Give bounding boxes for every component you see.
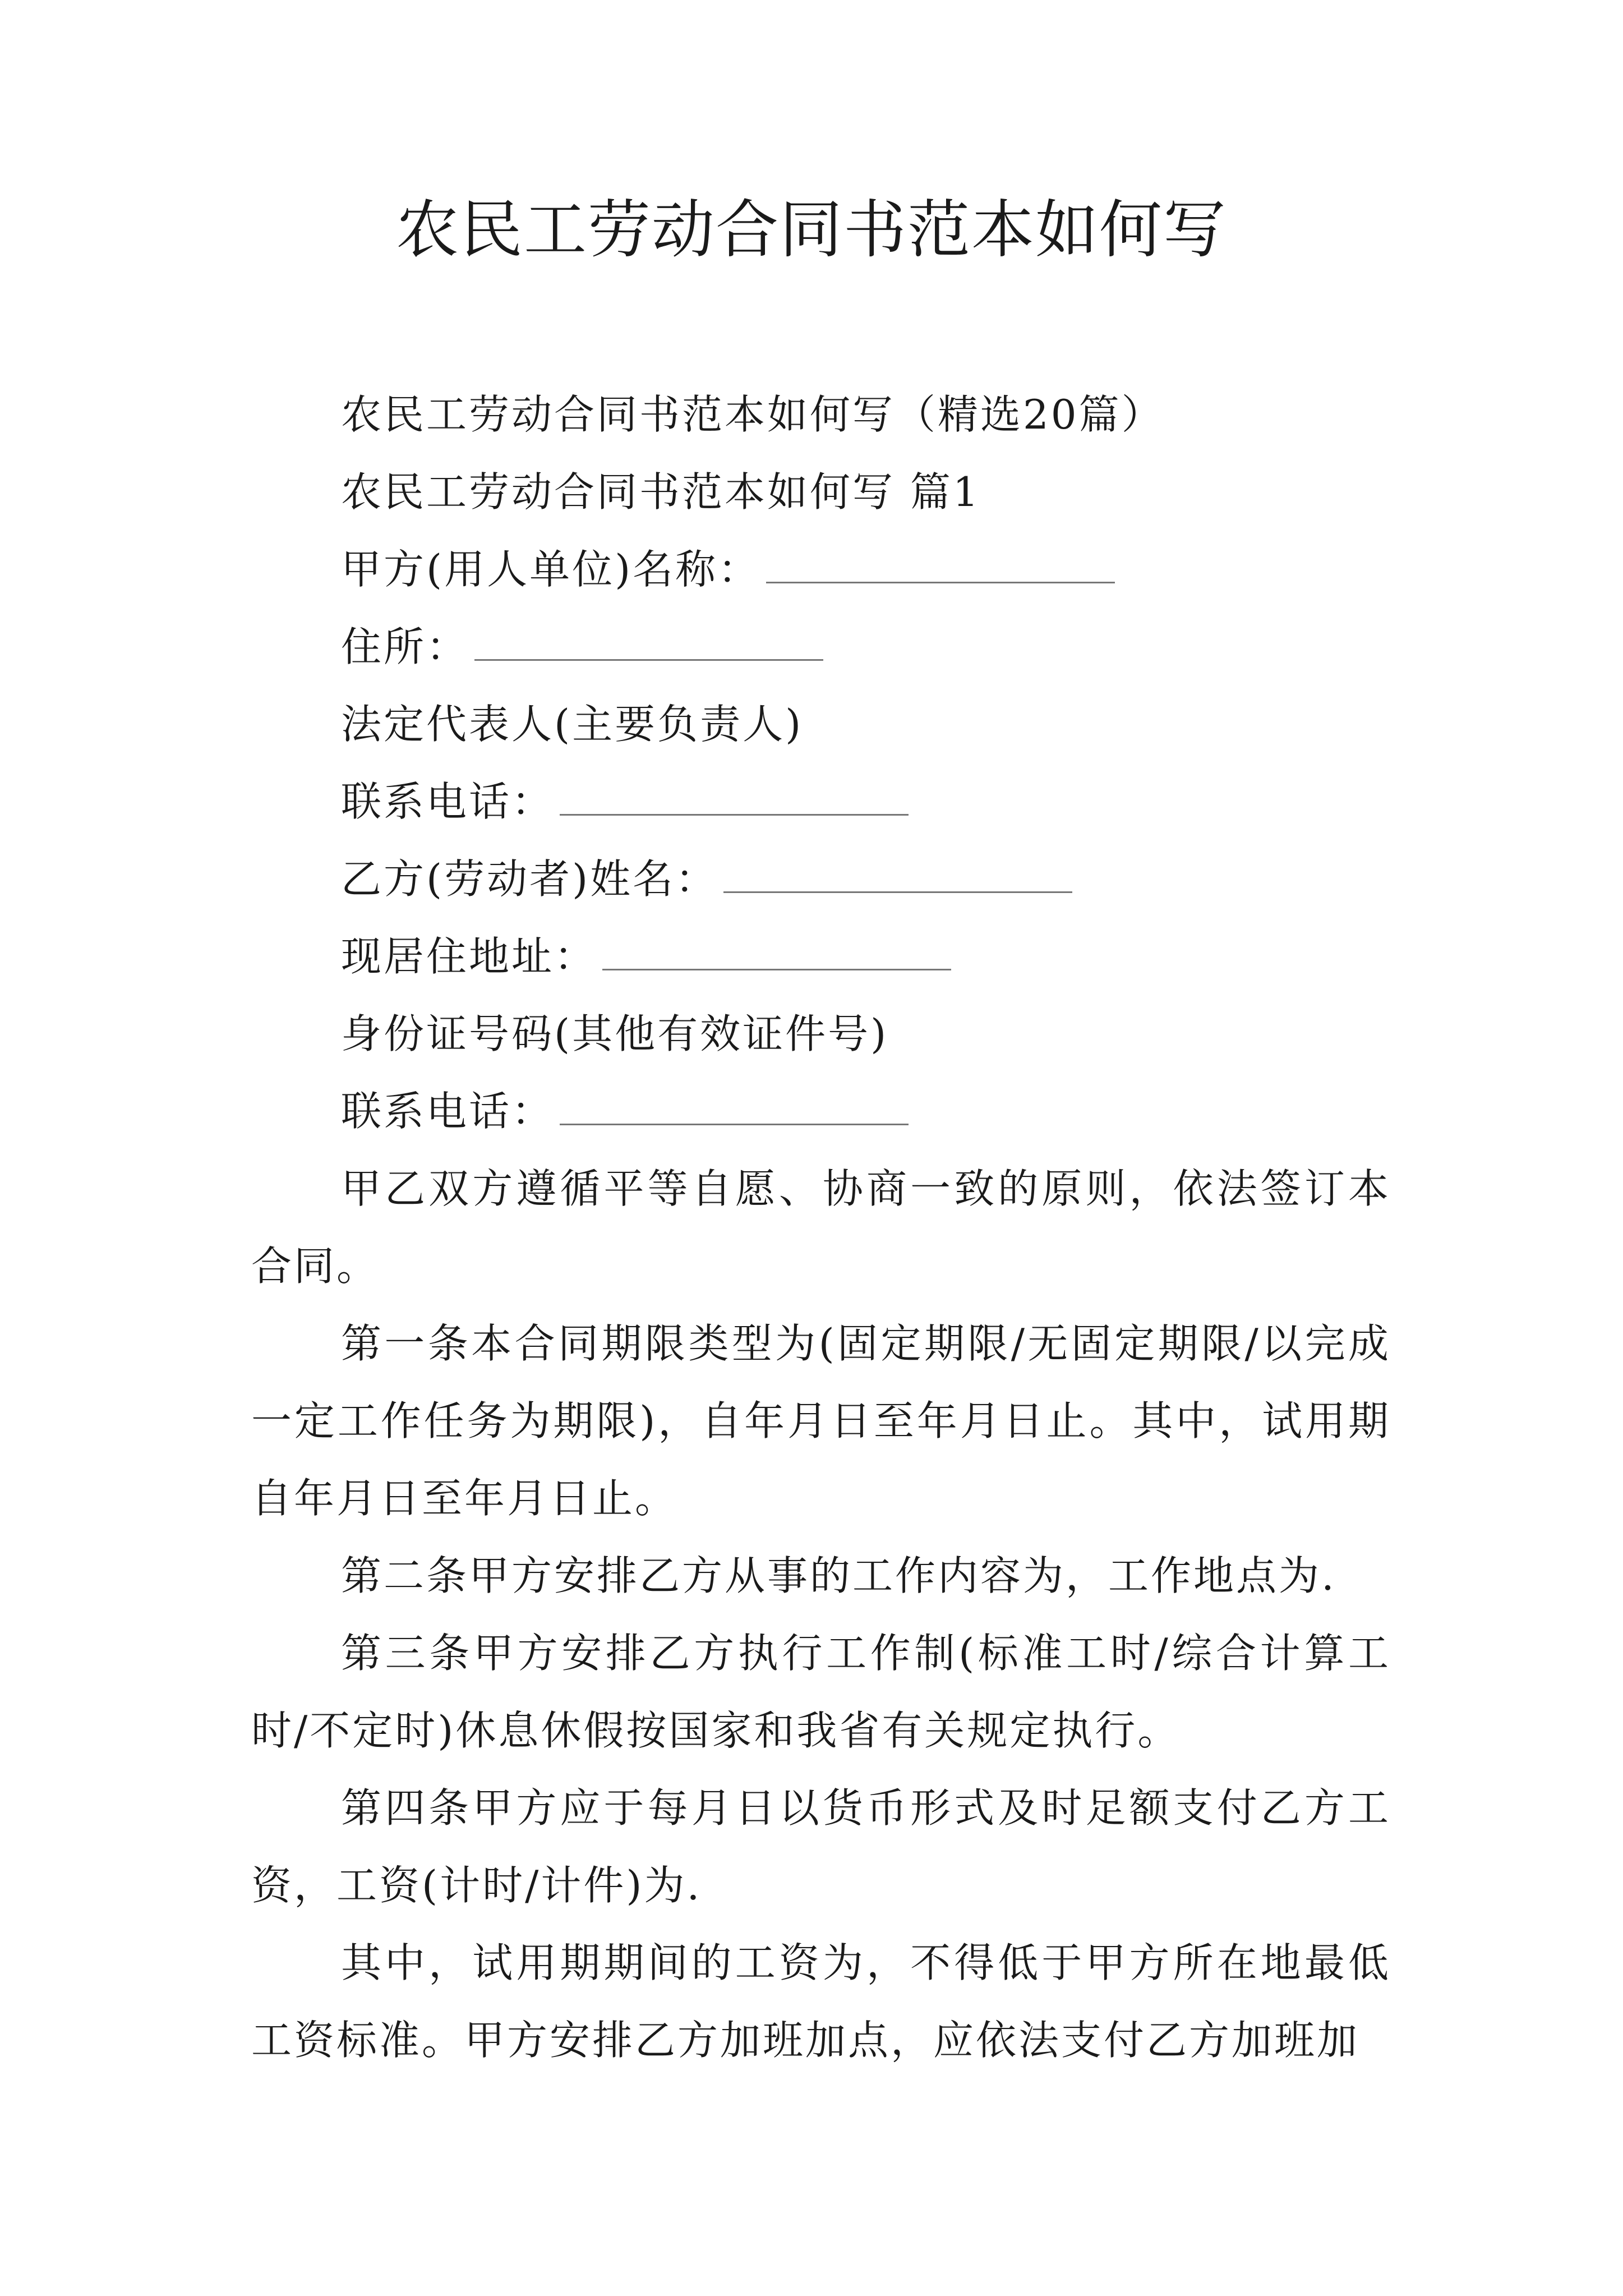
subtitle-text: 农民工劳动合同书范本如何写（精选20篇） — [341, 391, 1164, 438]
field-party-b-name — [251, 840, 1391, 918]
field-party-a-name — [251, 531, 1391, 608]
field-phone-a — [251, 763, 1391, 840]
fill-in-blank — [474, 625, 823, 661]
field-label: 联系电话： — [341, 1088, 555, 1135]
paragraph-article-3: 第三条甲方安排乙方执行工作制(标准工时/综合计算工时/不定时)休息休假按国家和我省有关规定执行。 — [251, 1630, 1391, 1754]
fill-in-blank — [560, 1090, 909, 1125]
field-id-number — [251, 995, 1391, 1073]
paragraph-probation-wage: 其中，试用期期间的工资为，不得低于甲方所在地最低工资标准。甲方安排乙方加班加点，应依法支付乙方加班加 — [251, 1939, 1391, 2064]
field-label: 乙方(劳动者)姓名： — [341, 855, 718, 903]
document-subtitle — [251, 376, 1391, 453]
field-label: 甲方(用人单位)名称： — [341, 546, 761, 593]
field-phone-b — [251, 1073, 1391, 1150]
paragraph-article-4: 第四条甲方应于每月日以货币形式及时足额支付乙方工资，工资(计时/计件)为. — [251, 1784, 1391, 1909]
field-legal-rep — [251, 685, 1391, 763]
fill-in-blank — [766, 548, 1115, 583]
document-body — [251, 376, 1391, 2079]
paragraph-article-2: 第二条甲方安排乙方从事的工作内容为，工作地点为. — [341, 1552, 1336, 1599]
field-label: 现居住地址： — [341, 933, 597, 980]
field-address — [251, 608, 1391, 685]
fill-in-blank — [723, 858, 1072, 893]
paragraph-intro: 甲乙双方遵循平等自愿、协商一致的原则，依法签订本合同。 — [251, 1165, 1391, 1290]
fill-in-blank — [602, 935, 951, 970]
section-heading-text: 农民工劳动合同书范本如何写 篇1 — [341, 468, 981, 516]
fill-in-blank — [560, 780, 909, 816]
field-label: 法定代表人(主要负责人) — [341, 701, 804, 748]
document-title: 农民工劳动合同书范本如何写 — [396, 194, 1227, 266]
section-heading — [251, 453, 1391, 531]
field-label: 身份证号码(其他有效证件号) — [341, 1010, 889, 1057]
field-label: 联系电话： — [341, 778, 555, 825]
field-current-address — [251, 918, 1391, 995]
paragraph-article-1: 第一条本合同期限类型为(固定期限/无固定期限/以完成一定工作任务为期限)，自年月日至年月日止。其中，试用期自年月日至年月日止。 — [251, 1320, 1391, 1522]
field-label: 住所： — [341, 623, 469, 670]
